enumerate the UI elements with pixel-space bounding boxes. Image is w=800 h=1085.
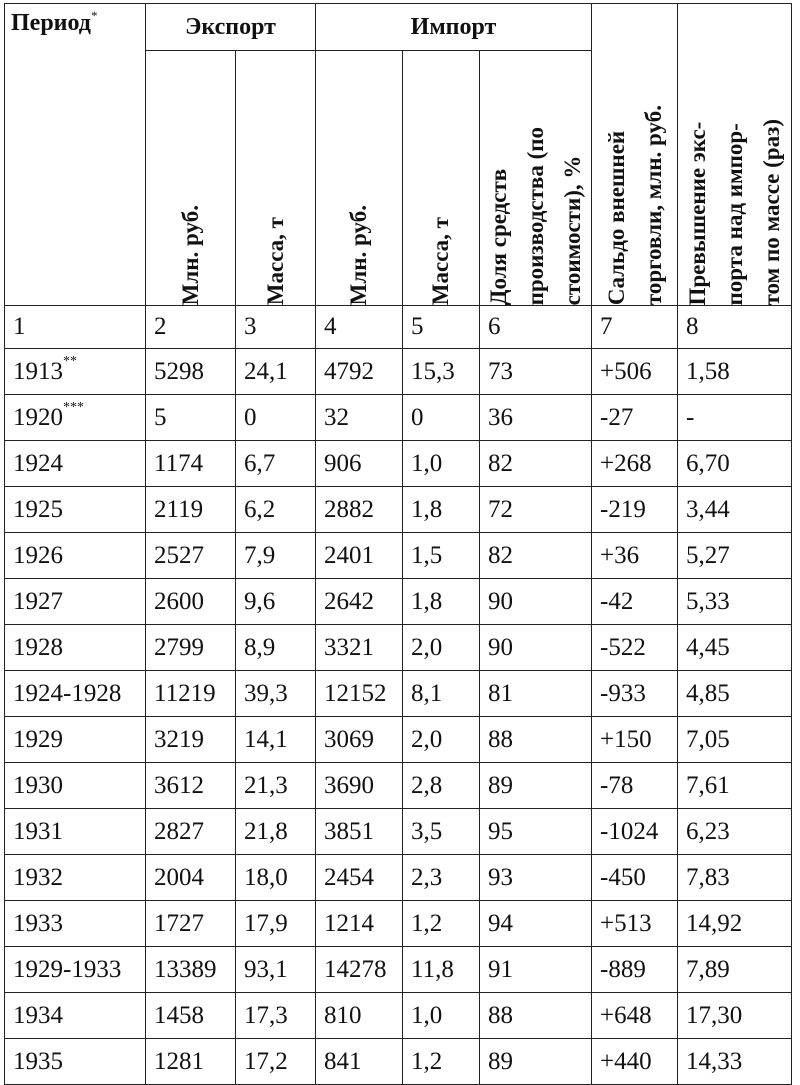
value-cell: 3321 xyxy=(316,625,403,671)
value-cell: 14,92 xyxy=(678,901,792,947)
value-cell: 2119 xyxy=(146,487,236,533)
value-cell: 91 xyxy=(480,947,592,993)
period-cell: 1933 xyxy=(5,901,146,947)
balance-header: Сальдо внешней торговли, млн. руб. xyxy=(592,4,678,306)
value-cell: 0 xyxy=(403,395,480,441)
value-cell: 7,9 xyxy=(236,533,316,579)
value-cell: 7,83 xyxy=(678,855,792,901)
value-cell: 93,1 xyxy=(236,947,316,993)
period-cell: 1913** xyxy=(5,349,146,395)
index-cell: 8 xyxy=(678,306,792,349)
value-cell: 1,0 xyxy=(403,993,480,1039)
value-cell: 1,0 xyxy=(403,441,480,487)
export-mass-header: Масса, т xyxy=(236,51,316,306)
value-cell: -450 xyxy=(592,855,678,901)
trade-table xyxy=(4,3,792,1085)
value-cell: 3690 xyxy=(316,763,403,809)
column-index-row xyxy=(5,306,792,349)
value-cell: 94 xyxy=(480,901,592,947)
value-cell: 6,23 xyxy=(678,809,792,855)
period-cell: 1920*** xyxy=(5,395,146,441)
value-cell: 14,1 xyxy=(236,717,316,763)
value-cell: 2600 xyxy=(146,579,236,625)
value-cell: -78 xyxy=(592,763,678,809)
value-cell: 21,8 xyxy=(236,809,316,855)
value-cell: 11219 xyxy=(146,671,236,717)
value-cell: 11,8 xyxy=(403,947,480,993)
value-cell: 14278 xyxy=(316,947,403,993)
value-cell: 3,5 xyxy=(403,809,480,855)
value-cell: 17,30 xyxy=(678,993,792,1039)
value-cell: 17,3 xyxy=(236,993,316,1039)
value-cell: 7,61 xyxy=(678,763,792,809)
value-cell: 2,3 xyxy=(403,855,480,901)
value-cell: 32 xyxy=(316,395,403,441)
footnote-mark: ** xyxy=(63,353,77,369)
value-cell: 1174 xyxy=(146,441,236,487)
export-group-header: Экспорт xyxy=(146,4,316,51)
value-cell: -27 xyxy=(592,395,678,441)
table-row xyxy=(5,579,792,625)
value-cell: 2527 xyxy=(146,533,236,579)
value-cell: -933 xyxy=(592,671,678,717)
period-cell: 1934 xyxy=(5,993,146,1039)
value-cell: +268 xyxy=(592,441,678,487)
value-cell: 36 xyxy=(480,395,592,441)
value-cell: 3,44 xyxy=(678,487,792,533)
value-cell: -1024 xyxy=(592,809,678,855)
table-row xyxy=(5,487,792,533)
period-cell: 1930 xyxy=(5,763,146,809)
value-cell: 95 xyxy=(480,809,592,855)
value-cell: 1727 xyxy=(146,901,236,947)
index-cell: 4 xyxy=(316,306,403,349)
table-row xyxy=(5,947,792,993)
value-cell: 18,0 xyxy=(236,855,316,901)
value-cell: 1,2 xyxy=(403,901,480,947)
value-cell: 2401 xyxy=(316,533,403,579)
value-cell: 12152 xyxy=(316,671,403,717)
value-cell: 73 xyxy=(480,349,592,395)
period-cell: 1929 xyxy=(5,717,146,763)
value-cell: 90 xyxy=(480,579,592,625)
period-footnote-mark: * xyxy=(90,8,98,23)
table-row xyxy=(5,717,792,763)
table-row xyxy=(5,763,792,809)
value-cell: 0 xyxy=(236,395,316,441)
value-cell: 13389 xyxy=(146,947,236,993)
value-cell: 3851 xyxy=(316,809,403,855)
value-cell: 24,1 xyxy=(236,349,316,395)
value-cell: 7,05 xyxy=(678,717,792,763)
value-cell: 90 xyxy=(480,625,592,671)
value-cell: 89 xyxy=(480,763,592,809)
index-cell: 1 xyxy=(5,306,146,349)
import-mass-header: Масса, т xyxy=(403,51,480,306)
period-cell: 1924-1928 xyxy=(5,671,146,717)
table-row xyxy=(5,993,792,1039)
value-cell: 6,70 xyxy=(678,441,792,487)
value-cell: 1,58 xyxy=(678,349,792,395)
value-cell: -42 xyxy=(592,579,678,625)
value-cell: 1458 xyxy=(146,993,236,1039)
value-cell: +150 xyxy=(592,717,678,763)
export-rub-header: Млн. руб. xyxy=(146,51,236,306)
value-cell: 21,3 xyxy=(236,763,316,809)
value-cell: 5,27 xyxy=(678,533,792,579)
table-row xyxy=(5,625,792,671)
value-cell: 2,0 xyxy=(403,625,480,671)
value-cell: 3069 xyxy=(316,717,403,763)
value-cell: 2642 xyxy=(316,579,403,625)
value-cell: 39,3 xyxy=(236,671,316,717)
value-cell: 1,8 xyxy=(403,487,480,533)
table-row xyxy=(5,395,792,441)
value-cell: 6,2 xyxy=(236,487,316,533)
value-cell: 17,2 xyxy=(236,1039,316,1085)
value-cell: 5298 xyxy=(146,349,236,395)
period-header: Период* xyxy=(5,4,146,306)
value-cell: 82 xyxy=(480,533,592,579)
value-cell: 89 xyxy=(480,1039,592,1085)
period-cell: 1929-1933 xyxy=(5,947,146,993)
value-cell: 72 xyxy=(480,487,592,533)
period-cell: 1935 xyxy=(5,1039,146,1085)
value-cell: 2882 xyxy=(316,487,403,533)
value-cell: 2,0 xyxy=(403,717,480,763)
value-cell: 2004 xyxy=(146,855,236,901)
index-cell: 5 xyxy=(403,306,480,349)
table-row xyxy=(5,809,792,855)
value-cell: 8,1 xyxy=(403,671,480,717)
value-cell: 17,9 xyxy=(236,901,316,947)
value-cell: 93 xyxy=(480,855,592,901)
period-cell: 1931 xyxy=(5,809,146,855)
value-cell: 1281 xyxy=(146,1039,236,1085)
table-row xyxy=(5,533,792,579)
value-cell: -889 xyxy=(592,947,678,993)
value-cell: 1,2 xyxy=(403,1039,480,1085)
value-cell: 82 xyxy=(480,441,592,487)
value-cell: 5 xyxy=(146,395,236,441)
value-cell: 15,3 xyxy=(403,349,480,395)
table-row xyxy=(5,441,792,487)
value-cell: 5,33 xyxy=(678,579,792,625)
period-cell: 1925 xyxy=(5,487,146,533)
value-cell: 1,5 xyxy=(403,533,480,579)
index-cell: 7 xyxy=(592,306,678,349)
table-row xyxy=(5,901,792,947)
value-cell: 3219 xyxy=(146,717,236,763)
import-group-header: Импорт xyxy=(316,4,592,51)
value-cell: 88 xyxy=(480,993,592,1039)
value-cell: 2827 xyxy=(146,809,236,855)
value-cell: 2,8 xyxy=(403,763,480,809)
table-row xyxy=(5,671,792,717)
means-share-header: Доля средств производства (по стоимости), % xyxy=(480,51,592,306)
excess-header: Превышение экс- порта над импор- том по массе (раз) xyxy=(678,4,792,306)
value-cell: +513 xyxy=(592,901,678,947)
value-cell: 2454 xyxy=(316,855,403,901)
value-cell: 9,6 xyxy=(236,579,316,625)
index-cell: 2 xyxy=(146,306,236,349)
value-cell: -522 xyxy=(592,625,678,671)
value-cell: 4792 xyxy=(316,349,403,395)
value-cell: 906 xyxy=(316,441,403,487)
value-cell: 841 xyxy=(316,1039,403,1085)
index-cell: 3 xyxy=(236,306,316,349)
value-cell: 4,85 xyxy=(678,671,792,717)
value-cell: 1214 xyxy=(316,901,403,947)
value-cell: -219 xyxy=(592,487,678,533)
value-cell: 2799 xyxy=(146,625,236,671)
value-cell: 4,45 xyxy=(678,625,792,671)
value-cell: +506 xyxy=(592,349,678,395)
value-cell: +440 xyxy=(592,1039,678,1085)
period-cell: 1926 xyxy=(5,533,146,579)
table-row xyxy=(5,855,792,901)
import-rub-header: Млн. руб. xyxy=(316,51,403,306)
value-cell: 14,33 xyxy=(678,1039,792,1085)
value-cell: 3612 xyxy=(146,763,236,809)
value-cell: 810 xyxy=(316,993,403,1039)
value-cell: 88 xyxy=(480,717,592,763)
footnote-mark: *** xyxy=(63,399,84,415)
period-cell: 1924 xyxy=(5,441,146,487)
period-cell: 1932 xyxy=(5,855,146,901)
value-cell: 1,8 xyxy=(403,579,480,625)
period-cell: 1927 xyxy=(5,579,146,625)
value-cell: - xyxy=(678,395,792,441)
index-cell: 6 xyxy=(480,306,592,349)
value-cell: 81 xyxy=(480,671,592,717)
value-cell: +36 xyxy=(592,533,678,579)
period-cell: 1928 xyxy=(5,625,146,671)
value-cell: +648 xyxy=(592,993,678,1039)
table-row xyxy=(5,349,792,395)
value-cell: 8,9 xyxy=(236,625,316,671)
value-cell: 7,89 xyxy=(678,947,792,993)
value-cell: 6,7 xyxy=(236,441,316,487)
